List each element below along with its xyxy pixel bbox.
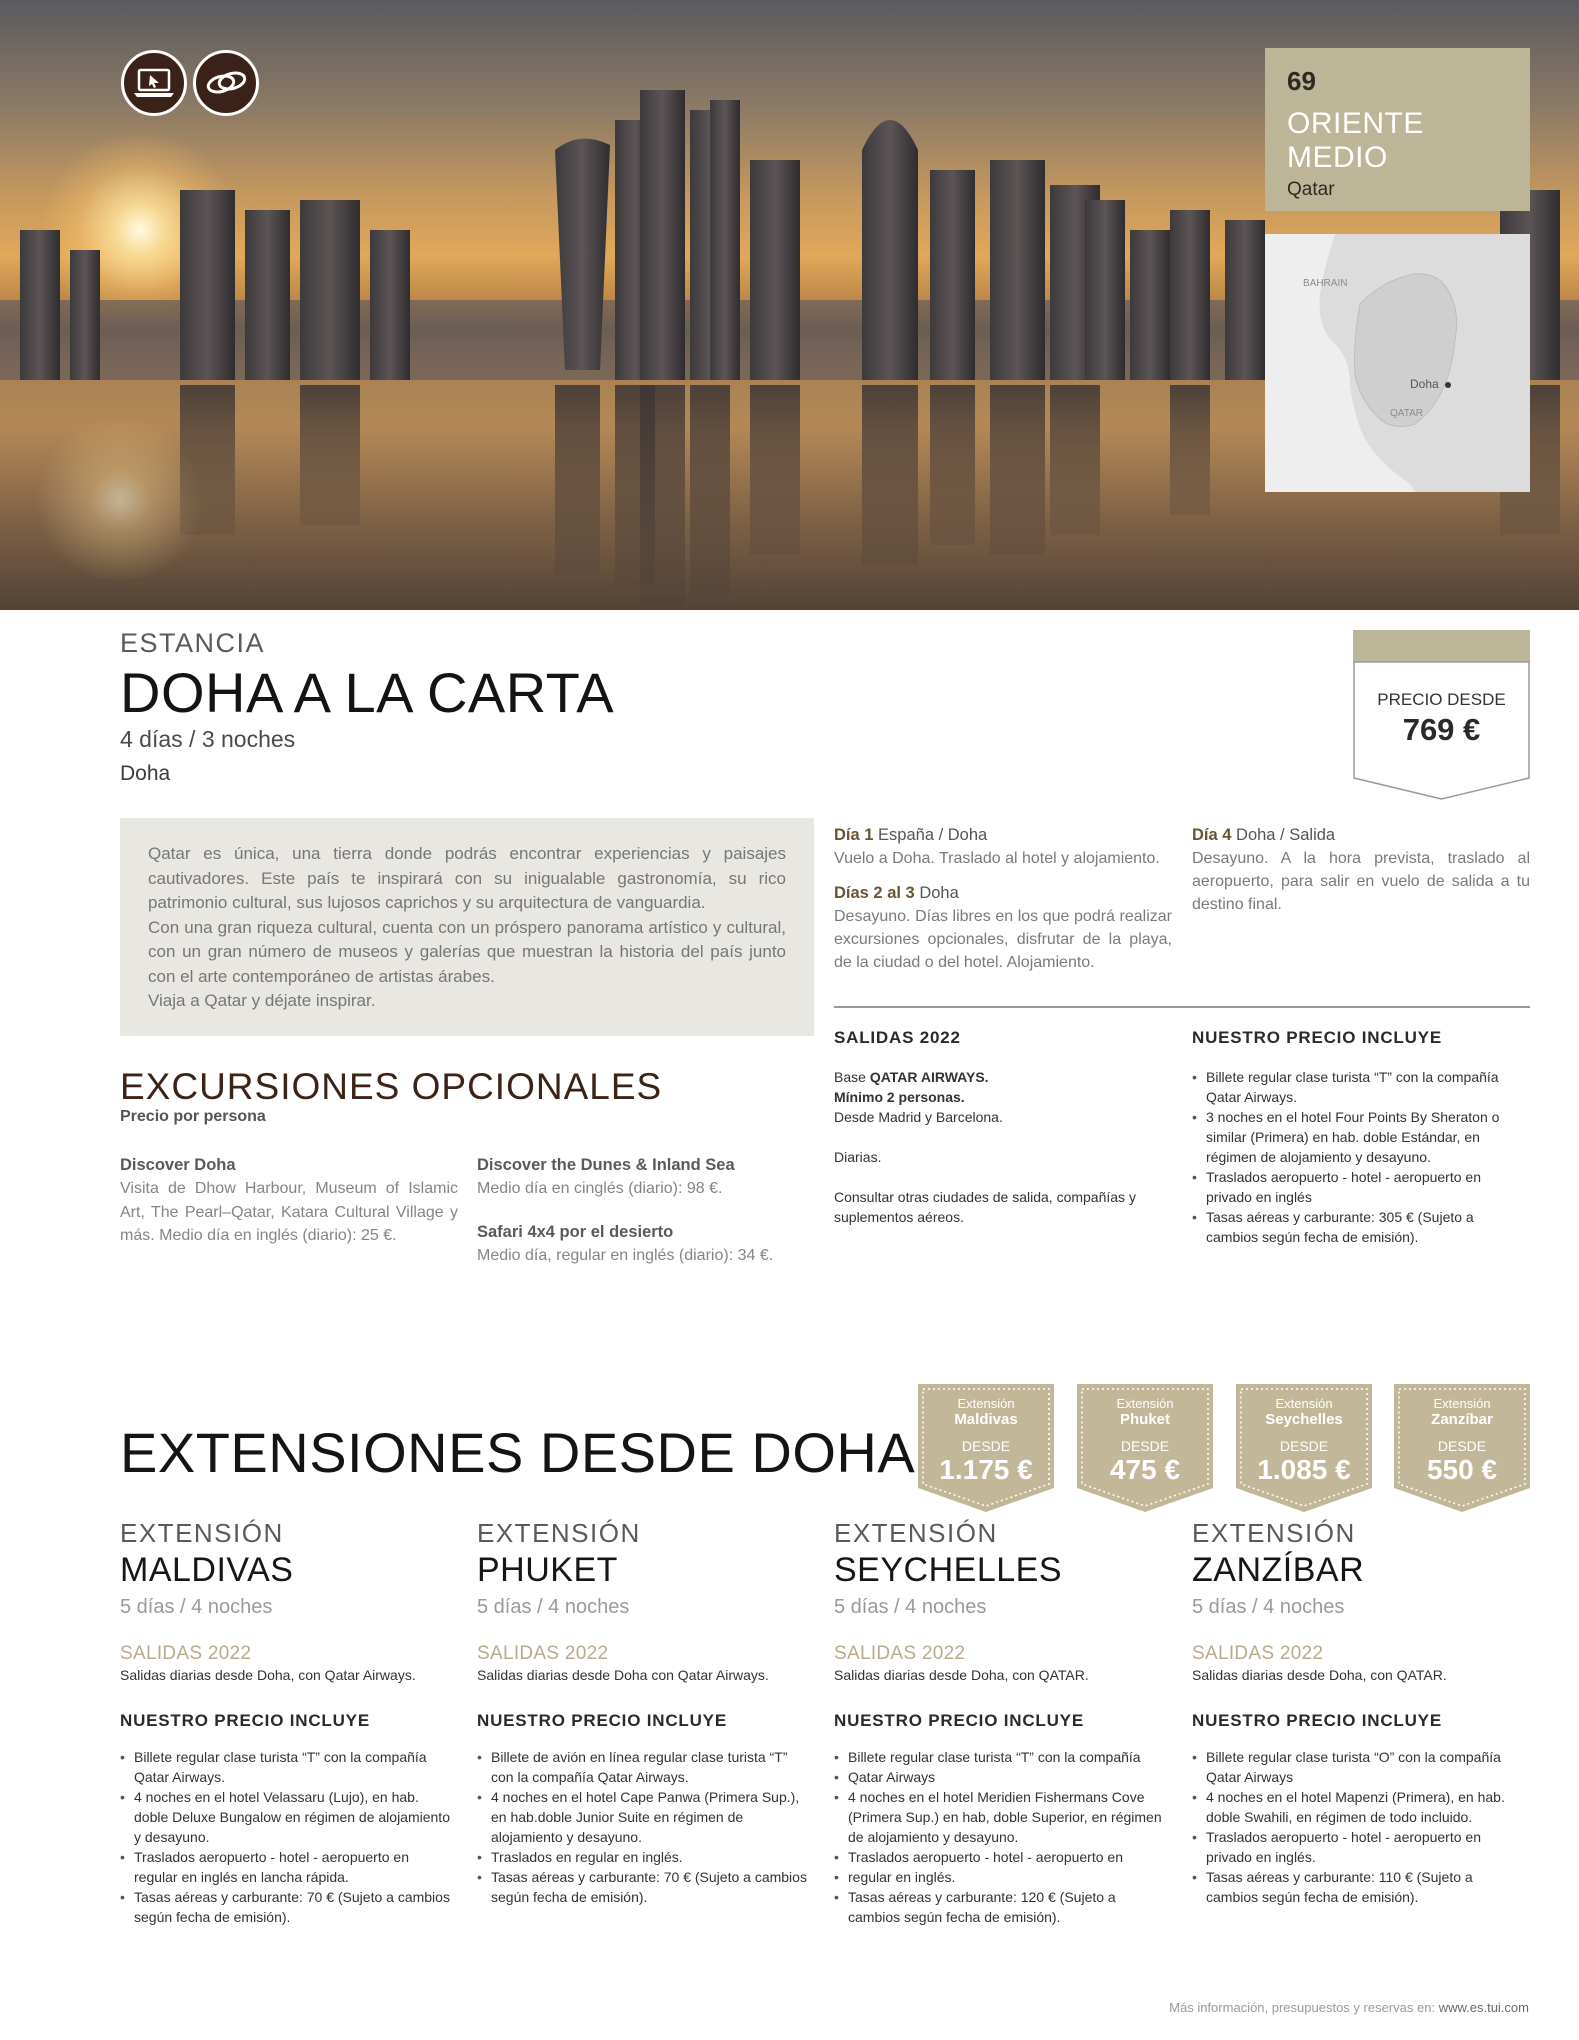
list-item: • Traslados en regular en inglés. (477, 1847, 807, 1867)
excursion-name: Discover the Dunes & Inland Sea (477, 1156, 735, 1174)
day-number: Día 4 (1192, 826, 1232, 844)
extension-badge-zanzibar (1394, 1384, 1530, 1512)
badge-label: Extensión (1275, 1396, 1333, 1411)
day-text: Vuelo a Doha. Traslado al hotel y alojamiento. (834, 850, 1160, 867)
list-item: • Traslados aeropuerto - hotel - aeropuerto en (834, 1847, 1164, 1867)
extension-incluye-list (1192, 1747, 1522, 1907)
extension-salidas-text: Salidas diarias desde Doha, con QATAR. (1192, 1667, 1447, 1683)
extension-incluye-list (834, 1747, 1164, 1927)
extension-name: PHUKET (477, 1551, 618, 1589)
map-label-doha: Doha (1410, 377, 1439, 391)
salidas-section (834, 1026, 1164, 1227)
list-item: • Tasas aéreas y carburante: 70 € (Sujeto a cambios según fecha de emisión). (120, 1887, 450, 1927)
excursion-text: Medio día, regular en inglés (diario): 34 €. (477, 1246, 774, 1264)
trip-kicker: ESTANCIA (120, 628, 266, 658)
list-item: • Traslados aeropuerto - hotel - aeropuerto en privado en inglés (1192, 1167, 1522, 1207)
footer (1169, 2000, 1529, 2015)
extension-duration: 5 días / 4 noches (120, 1596, 273, 1618)
incluye-heading: NUESTRO PRECIO INCLUYE (1192, 1028, 1442, 1047)
qatar-map-shape (1265, 234, 1530, 492)
salidas-base (834, 1067, 1164, 1087)
price-label: PRECIO DESDE (1377, 690, 1506, 709)
map-label-qatar: QATAR (1390, 408, 1423, 419)
extension-incluye-list (477, 1747, 807, 1907)
salidas-diarias: Diarias. (834, 1149, 882, 1165)
location-map (1265, 234, 1530, 492)
price-value: 769 € (1402, 712, 1481, 747)
extension-name: SEYCHELLES (834, 1551, 1062, 1589)
salidas-consultar: Consultar otras ciudades de salida, compañías y suplementos aéreos. (834, 1189, 1136, 1225)
extension-incluye-heading: NUESTRO PRECIO INCLUYE (834, 1711, 1084, 1730)
badge-label: Extensión (1116, 1396, 1174, 1411)
extension-kicker: EXTENSIÓN (1192, 1518, 1356, 1548)
itinerary-col-1 (834, 824, 1172, 974)
extensiones-title: EXTENSIONES DESDE DOHA (120, 1421, 916, 1484)
day-destination: Doha / Salida (1236, 826, 1336, 844)
excursiones-subtitle: Precio por persona (120, 1108, 266, 1125)
extension-name: MALDIVAS (120, 1551, 294, 1589)
list-item: • regular en inglés. (834, 1867, 1164, 1887)
intro-box (120, 818, 814, 1036)
badge-desde: DESDE (1437, 1438, 1487, 1454)
badge-label: Extensión (957, 1396, 1015, 1411)
salidas-details (834, 1067, 1164, 1227)
badge-desde: DESDE (1279, 1438, 1329, 1454)
day-text: Desayuno. A la hora prevista, traslado al aeropuerto, para salir en vuelo de salida a tu destino final. (1192, 850, 1530, 913)
list-item: • Billete regular clase turista “T” con la compañía Qatar Airways. (1192, 1067, 1522, 1107)
salidas-heading: SALIDAS 2022 (834, 1028, 961, 1047)
extension-maldivas (120, 1518, 450, 1927)
badge-price: 550 € (1426, 1454, 1498, 1485)
extension-badge-phuket (1077, 1384, 1213, 1512)
excursiones-title: EXCURSIONES OPCIONALES (120, 1066, 663, 1107)
trip-city: Doha (120, 762, 171, 785)
badge-desde: DESDE (961, 1438, 1011, 1454)
divider (834, 1006, 1530, 1008)
salidas-minimo: Mínimo 2 personas. (834, 1089, 965, 1105)
extension-name: ZANZÍBAR (1192, 1551, 1365, 1589)
incluye-list (1192, 1067, 1522, 1247)
extension-salidas-text: Salidas diarias desde Doha, con QATAR. (834, 1667, 1089, 1683)
extension-salidas-heading: SALIDAS 2022 (477, 1643, 609, 1664)
extension-duration: 5 días / 4 noches (1192, 1596, 1345, 1618)
day-text: Desayuno. Días libres en los que podrá realizar excursiones opcionales, disfrutar de la playa, de la ciudad o del hotel. Alojamiento. (834, 908, 1172, 971)
extension-kicker: EXTENSIÓN (477, 1518, 641, 1548)
rings-icon (193, 50, 259, 116)
extension-seychelles (834, 1518, 1164, 1927)
extension-salidas-text: Salidas diarias desde Doha con Qatar Airways. (477, 1667, 769, 1683)
excursion-item (477, 1154, 815, 1267)
list-item: • 4 noches en el hotel Meridien Fishermans Cove (Primera Sup.) en hab, doble Superior, en régimen de alojamiento y desayuno. (834, 1787, 1164, 1847)
badge-price: 1.085 € (1257, 1454, 1351, 1485)
badge-name: Phuket (1119, 1411, 1170, 1428)
extension-salidas-text: Salidas diarias desde Doha, con Qatar Airways. (120, 1667, 416, 1683)
day-number: Días 2 al 3 (834, 884, 915, 902)
itinerary-col-2 (1192, 824, 1530, 916)
salidas-desde: Desde Madrid y Barcelona. (834, 1109, 1003, 1125)
list-item: • Tasas aéreas y carburante: 70 € (Sujeto a cambios según fecha de emisión). (477, 1867, 807, 1907)
base-prefix: Base (834, 1069, 866, 1085)
list-item: • Traslados aeropuerto - hotel - aeropuerto en regular en inglés en lancha rápida. (120, 1847, 450, 1887)
country-name: Qatar (1287, 179, 1335, 200)
intro-paragraph: Con una gran riqueza cultural, cuenta con un próspero panorama artístico y cultural, con un gran número de museos y galerías que muestran la historia del país junto con el arte contemporáneo de artistas árabes. (148, 917, 786, 986)
extension-badge-seychelles (1236, 1384, 1372, 1512)
excursion-text: Medio día en cinglés (diario): 98 €. (477, 1180, 723, 1197)
day-title (834, 882, 1172, 905)
excursion-item (120, 1154, 458, 1248)
day-destination: Doha (919, 884, 959, 902)
base-airline: QATAR AIRWAYS. (869, 1069, 989, 1085)
region-box (1265, 48, 1530, 211)
extension-kicker: EXTENSIÓN (834, 1518, 998, 1548)
trip-duration: 4 días / 3 noches (120, 726, 296, 752)
extension-salidas-heading: SALIDAS 2022 (1192, 1643, 1324, 1664)
intro-paragraph: Viaja a Qatar y déjate inspirar. (148, 991, 376, 1010)
page-number: 69 (1287, 66, 1316, 96)
extension-phuket (477, 1518, 807, 1907)
list-item: • Tasas aéreas y carburante: 120 € (Sujeto a cambios según fecha de emisión). (834, 1887, 1164, 1927)
badge-name: Seychelles (1265, 1411, 1343, 1428)
page-title: DOHA A LA CARTA (120, 661, 615, 724)
excursion-text: Visita de Dhow Harbour, Museum of Islamic Art, The Pearl–Qatar, Katara Cultural Village y más. Medio día en inglés (diario): 25 €. (120, 1180, 458, 1244)
region-name: ORIENTE MEDIO (1287, 107, 1424, 174)
price-tag (1353, 630, 1530, 800)
hero-image (0, 0, 1579, 610)
list-item: • Billete regular clase turista “T” con la compañía Qatar Airways. (120, 1747, 450, 1787)
extension-salidas-heading: SALIDAS 2022 (120, 1643, 252, 1664)
day-number: Día 1 (834, 826, 874, 844)
list-item: • Billete de avión en línea regular clase turista “T” con la compañía Qatar Airways. (477, 1747, 807, 1787)
list-item: • Billete regular clase turista “O” con la compañía Qatar Airways (1192, 1747, 1522, 1787)
list-item: • 3 noches en el hotel Four Points By Sheraton o similar (Primera) en hab. doble Estándar, en régimen de alojamiento y desayuno. (1192, 1107, 1522, 1167)
list-item: • 4 noches en el hotel Mapenzi (Primera), en hab. doble Swahili, en régimen de todo incluido. (1192, 1787, 1522, 1827)
badge-desde: DESDE (1120, 1438, 1170, 1454)
extension-kicker: EXTENSIÓN (120, 1518, 284, 1548)
extension-duration: 5 días / 4 noches (477, 1596, 630, 1618)
footer-text: Más información, presupuestos y reservas en: (1169, 2000, 1436, 2015)
extension-zanzibar (1192, 1518, 1522, 1907)
incluye-section (1192, 1026, 1522, 1247)
excursion-name: Discover Doha (120, 1156, 236, 1174)
extension-incluye-heading: NUESTRO PRECIO INCLUYE (120, 1711, 370, 1730)
list-item: • Qatar Airways (834, 1767, 1164, 1787)
laptop-icon (121, 50, 187, 116)
intro-paragraph: Qatar es única, una tierra donde podrás encontrar experiencias y paisajes cautivadores. Este país te inspirará con su inigualable gastronomía, su rico patrimonio cultural, sus lujosos caprichos y su arquitectura de vanguardia. (148, 844, 786, 912)
list-item: • Tasas aéreas y carburante: 305 € (Sujeto a cambios según fecha de emisión). (1192, 1207, 1522, 1247)
badge-price: 1.175 € (939, 1454, 1033, 1485)
list-item: • 4 noches en el hotel Velassaru (Lujo), en hab. doble Deluxe Bungalow en régimen de alojamiento y desayuno. (120, 1787, 450, 1847)
extension-incluye-heading: NUESTRO PRECIO INCLUYE (477, 1711, 727, 1730)
map-label-bahrain: BAHRAIN (1303, 278, 1348, 289)
extension-badge-maldivas (918, 1384, 1054, 1512)
day-title (1192, 824, 1530, 847)
extension-duration: 5 días / 4 noches (834, 1596, 987, 1618)
list-item: • Billete regular clase turista “T” con la compañía (834, 1747, 1164, 1767)
extension-incluye-list (120, 1747, 450, 1927)
badge-price: 475 € (1109, 1454, 1181, 1485)
extension-incluye-heading: NUESTRO PRECIO INCLUYE (1192, 1711, 1442, 1730)
footer-link[interactable]: www.es.tui.com (1438, 2000, 1529, 2015)
list-item: • Traslados aeropuerto - hotel - aeropuerto en privado en inglés. (1192, 1827, 1522, 1867)
badge-label: Extensión (1433, 1396, 1491, 1411)
day-title (834, 824, 1172, 847)
list-item: • Tasas aéreas y carburante: 110 € (Sujeto a cambios según fecha de emisión). (1192, 1867, 1522, 1907)
excursion-name: Safari 4x4 por el desierto (477, 1222, 674, 1241)
day-destination: España / Doha (878, 826, 988, 844)
badge-name: Maldivas (954, 1411, 1018, 1428)
list-item: • 4 noches en el hotel Cape Panwa (Primera Sup.), en hab.doble Junior Suite en régimen de alojamiento y desayuno. (477, 1787, 807, 1847)
badge-name: Zanzíbar (1431, 1411, 1493, 1428)
extension-salidas-heading: SALIDAS 2022 (834, 1643, 966, 1664)
